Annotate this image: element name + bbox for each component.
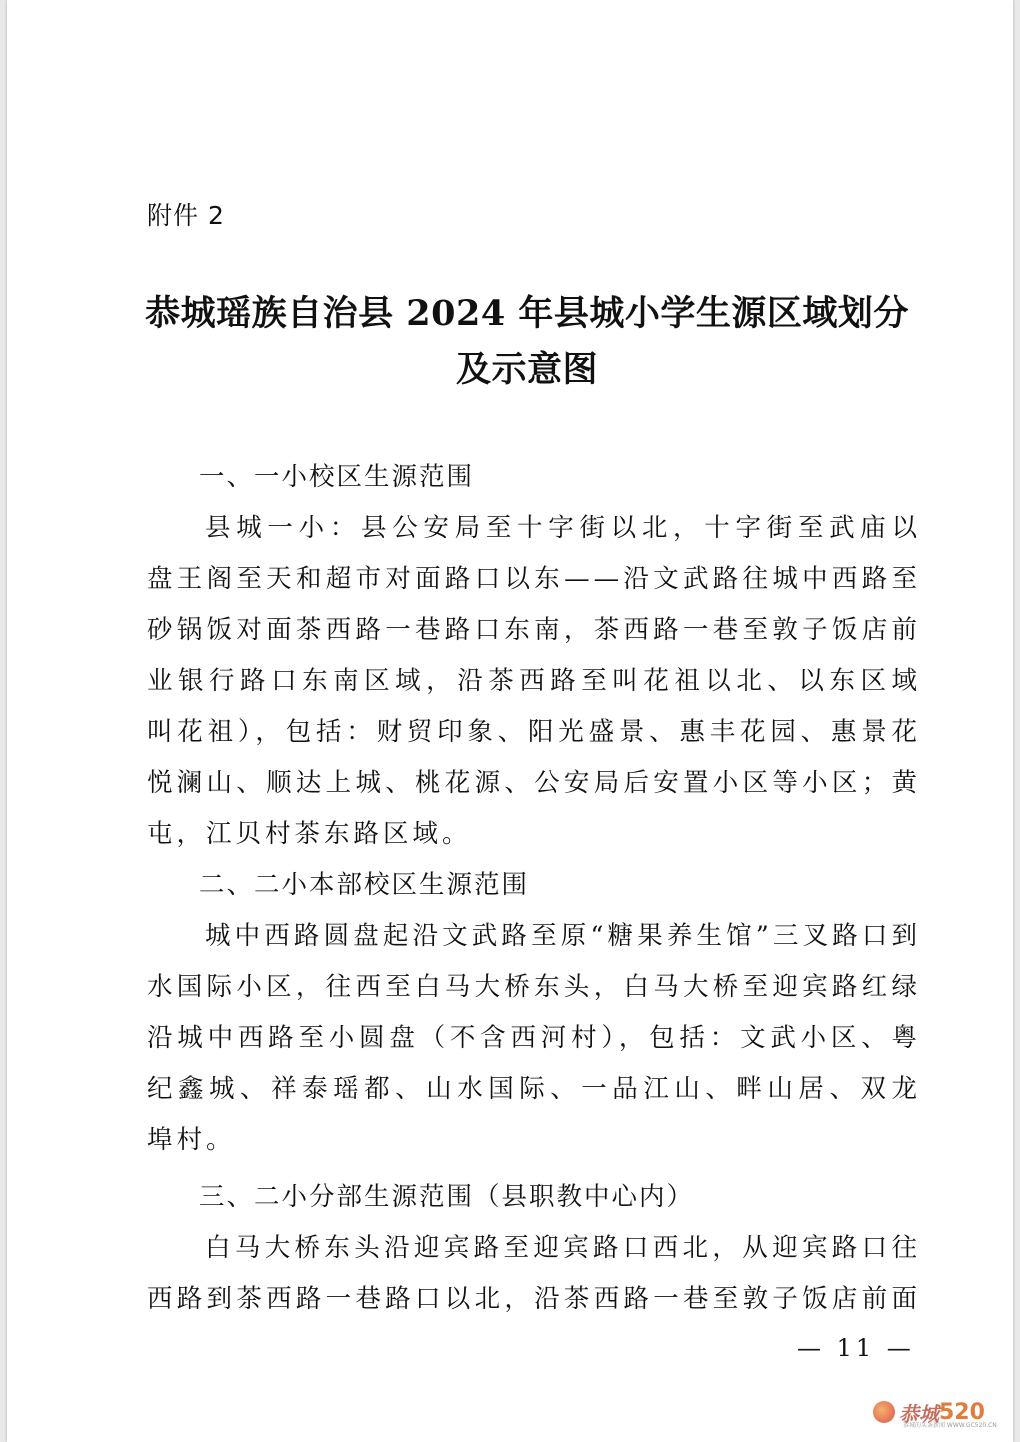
title-line-1: 恭城瑶族自治县 2024 年县城小学生源区域划分	[145, 293, 909, 334]
paragraph-line: 盘王阁至天和超市对面路口以东——沿文武路往城中西路至	[147, 564, 921, 594]
document-page	[7, 0, 1013, 1442]
page-number: — 11 —	[797, 1334, 915, 1362]
paragraph-line: 白马大桥东头沿迎宾路至迎宾路口西北，从迎宾路口往	[205, 1233, 921, 1263]
section-3-heading: 三、二小分部生源范围（县职教中心内）	[199, 1182, 695, 1212]
attachment-label: 附件 2	[147, 201, 225, 230]
document-title	[117, 286, 937, 398]
paragraph-line: 屯，江贝村茶东路区域。	[147, 819, 472, 849]
site-watermark	[873, 1392, 1003, 1432]
paragraph-line: 沿城中西路至小圆盘（不含西河村），包括：文武小区、粤	[147, 1023, 921, 1053]
paragraph-line: 纪鑫城、祥泰瑶都、山水国际、一品江山、畔山居、双龙	[147, 1074, 921, 1104]
paragraph-line: 西路到茶西路一巷路口以北，沿茶西路一巷至敦子饭店前面	[147, 1284, 921, 1314]
section-1-heading: 一、一小校区生源范围	[199, 462, 475, 492]
paragraph-line: 悦澜山、顺达上城、桃花源、公安局后安置小区等小区；黄	[147, 768, 921, 798]
paragraph-line: 埠村。	[147, 1125, 236, 1155]
paragraph-line: 城中西路圆盘起沿文武路至原“糖果养生馆”三叉路口到	[205, 921, 921, 951]
paragraph-line: 业银行路口东南区域，沿茶西路至叫花祖以北、以东区域	[147, 666, 921, 696]
paragraph-line: 砂锅饭对面茶西路一巷路口东南，茶西路一巷至敦子饭店前	[147, 615, 921, 645]
title-line-2: 及示意图	[455, 349, 598, 390]
paragraph-line: 叫花祖），包括：财贸印象、阳光盛景、惠丰花园、惠景花	[147, 717, 921, 747]
logo-icon	[873, 1401, 895, 1423]
watermark-number: 520	[939, 1399, 985, 1425]
document-body	[147, 452, 921, 1325]
watermark-text: 恭城	[899, 1401, 939, 1426]
watermark-subtext: 恭城的头条新闻 WWW.GC520.CN	[903, 1422, 997, 1429]
paragraph-line: 县城一小：县公安局至十字街以北，十字街至武庙以	[205, 513, 921, 543]
section-2-heading: 二、二小本部校区生源范围	[199, 870, 530, 900]
paragraph-line: 水国际小区，往西至白马大桥东头，白马大桥至迎宾路红绿	[147, 972, 921, 1002]
